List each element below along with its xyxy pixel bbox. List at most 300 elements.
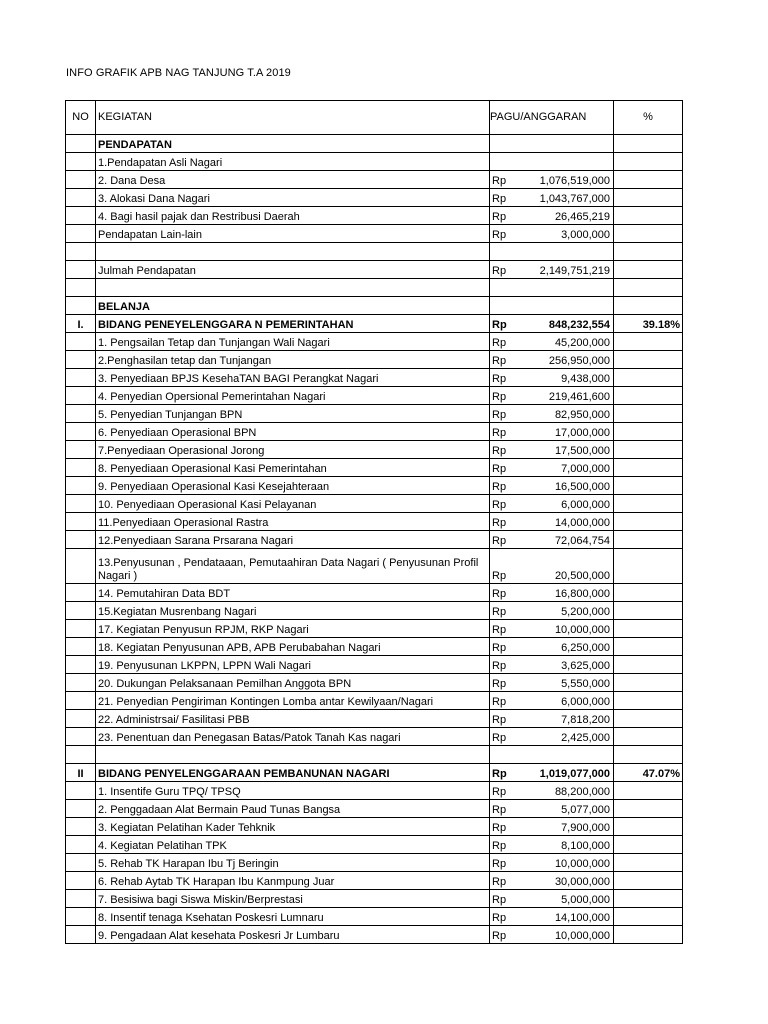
budget-amount: 17,500,000 — [554, 445, 610, 457]
budget-cell — [490, 908, 614, 926]
currency-label: Rp — [492, 660, 507, 672]
activity-label: 23. Penentuan dan Penegasan Batas/Patok Tanah Kas nagari — [96, 728, 490, 746]
activity-label: Pendapatan Lain-lain — [96, 225, 490, 243]
budget-cell — [490, 692, 614, 710]
budget-amount: 10,000,000 — [554, 930, 610, 942]
percentage — [614, 423, 683, 441]
percentage — [614, 135, 683, 153]
activity-label: 6. Rehab Aytab TK Harapan Ibu Kanmpung Juar — [96, 872, 490, 890]
percentage — [614, 225, 683, 243]
table-row — [66, 656, 683, 674]
budget-cell — [490, 405, 614, 423]
currency-label: Rp — [492, 337, 507, 349]
table-row — [66, 908, 683, 926]
table-row — [66, 620, 683, 638]
row-number — [66, 531, 96, 549]
budget-cell — [490, 459, 614, 477]
row-number — [66, 549, 96, 584]
row-number — [66, 692, 96, 710]
row-number — [66, 746, 96, 764]
table-row — [66, 549, 683, 584]
budget-cell — [490, 441, 614, 459]
currency-label: Rp — [492, 175, 507, 187]
budget-cell — [490, 243, 614, 261]
table-row — [66, 746, 683, 764]
percentage — [614, 620, 683, 638]
budget-cell — [490, 171, 614, 189]
budget-cell — [490, 854, 614, 872]
percentage — [614, 243, 683, 261]
table-row — [66, 243, 683, 261]
activity-label: Julmah Pendapatan — [96, 261, 490, 279]
activity-label: 7. Besisiwa bagi Siswa Miskin/Berprestasi — [96, 890, 490, 908]
budget-cell — [490, 531, 614, 549]
row-number — [66, 674, 96, 692]
percentage — [614, 477, 683, 495]
budget-cell — [490, 297, 614, 315]
budget-cell — [490, 423, 614, 441]
percentage — [614, 351, 683, 369]
percentage — [614, 602, 683, 620]
currency-label: Rp — [492, 211, 507, 223]
percentage — [614, 800, 683, 818]
budget-amount: 1,076,519,000 — [539, 175, 610, 187]
row-number — [66, 908, 96, 926]
budget-amount: 14,100,000 — [554, 912, 610, 924]
budget-cell — [490, 674, 614, 692]
activity-label: 4. Bagi hasil pajak dan Restribusi Daerah — [96, 207, 490, 225]
activity-label: 3. Alokasi Dana Nagari — [96, 189, 490, 207]
currency-label: Rp — [492, 463, 507, 475]
row-number — [66, 441, 96, 459]
table-row — [66, 854, 683, 872]
table-row — [66, 513, 683, 531]
currency-label: Rp — [492, 930, 507, 942]
percentage — [614, 153, 683, 171]
row-number: II — [66, 764, 96, 782]
activity-label: 21. Penyedian Pengiriman Kontingen Lomba antar Kewilyaan/Nagari — [96, 692, 490, 710]
currency-label: Rp — [492, 858, 507, 870]
row-number — [66, 890, 96, 908]
row-number — [66, 189, 96, 207]
budget-amount: 5,550,000 — [561, 678, 610, 690]
budget-amount: 3,625,000 — [561, 660, 610, 672]
budget-cell — [490, 387, 614, 405]
table-row — [66, 495, 683, 513]
row-number — [66, 638, 96, 656]
percentage — [614, 728, 683, 746]
row-number — [66, 459, 96, 477]
activity-label: 1.Pendapatan Asli Nagari — [96, 153, 490, 171]
budget-amount: 17,000,000 — [554, 427, 610, 439]
budget-amount: 10,000,000 — [554, 858, 610, 870]
budget-cell — [490, 225, 614, 243]
percentage — [614, 782, 683, 800]
table-row — [66, 225, 683, 243]
activity-label: 12.Penyediaan Sarana Prsarana Nagari — [96, 531, 490, 549]
budget-cell — [490, 656, 614, 674]
row-number — [66, 279, 96, 297]
percentage — [614, 818, 683, 836]
section-row — [66, 764, 683, 782]
budget-cell — [490, 279, 614, 297]
activity-label — [96, 279, 490, 297]
budget-amount: 45,200,000 — [554, 337, 610, 349]
currency-label: Rp — [492, 517, 507, 529]
currency-label: Rp — [492, 678, 507, 690]
activity-label — [96, 746, 490, 764]
percentage — [614, 189, 683, 207]
row-number — [66, 728, 96, 746]
currency-label: Rp — [492, 427, 507, 439]
currency-label: Rp — [492, 499, 507, 511]
currency-label: Rp — [492, 193, 507, 205]
percentage — [614, 926, 683, 944]
currency-label: Rp — [492, 355, 507, 367]
table-row — [66, 638, 683, 656]
budget-cell — [490, 513, 614, 531]
row-number — [66, 602, 96, 620]
budget-amount: 82,950,000 — [554, 409, 610, 421]
row-number — [66, 333, 96, 351]
activity-label: 15.Kegiatan Musrenbang Nagari — [96, 602, 490, 620]
budget-cell — [490, 638, 614, 656]
budget-amount: 1,043,767,000 — [539, 193, 610, 205]
budget-cell — [490, 818, 614, 836]
activity-label: 1. Insentife Guru TPQ/ TPSQ — [96, 782, 490, 800]
table-row — [66, 405, 683, 423]
table-row — [66, 926, 683, 944]
budget-cell — [490, 333, 614, 351]
budget-cell — [490, 549, 614, 584]
budget-amount: 5,000,000 — [561, 894, 610, 906]
percentage — [614, 405, 683, 423]
table-row — [66, 333, 683, 351]
currency-label: Rp — [492, 786, 507, 798]
currency-label: Rp — [492, 265, 507, 277]
percentage — [614, 890, 683, 908]
table-row — [66, 836, 683, 854]
header-row — [66, 101, 683, 135]
row-number — [66, 225, 96, 243]
budget-amount: 1,019,077,000 — [539, 768, 610, 780]
row-number — [66, 243, 96, 261]
budget-cell — [490, 369, 614, 387]
budget-amount: 26,465,219 — [554, 211, 610, 223]
header-pagu: PAGU/ANGGARAN — [490, 101, 614, 135]
budget-cell — [490, 764, 614, 782]
percentage — [614, 908, 683, 926]
currency-label: Rp — [492, 894, 507, 906]
row-number — [66, 405, 96, 423]
percentage — [614, 495, 683, 513]
percentage — [614, 710, 683, 728]
currency-label: Rp — [492, 229, 507, 241]
row-number: I. — [66, 315, 96, 333]
currency-label: Rp — [492, 445, 507, 457]
budget-amount: 2,149,751,219 — [539, 265, 610, 277]
activity-label: 3. Kegiatan Pelatihan Kader Tehknik — [96, 818, 490, 836]
percentage — [614, 549, 683, 584]
currency-label: Rp — [492, 804, 507, 816]
budget-amount: 6,000,000 — [561, 499, 610, 511]
activity-label: 5. Penyedian Tunjangan BPN — [96, 405, 490, 423]
table-row — [66, 153, 683, 171]
budget-cell — [490, 261, 614, 279]
activity-label: 4. Kegiatan Pelatihan TPK — [96, 836, 490, 854]
header-kegiatan: KEGIATAN — [96, 101, 490, 135]
section-row — [66, 135, 683, 153]
percentage — [614, 297, 683, 315]
percentage — [614, 746, 683, 764]
currency-label: Rp — [492, 624, 507, 636]
row-number — [66, 800, 96, 818]
header-percent: % — [614, 101, 683, 135]
percentage: 47.07% — [614, 764, 683, 782]
budget-cell — [490, 315, 614, 333]
table-row — [66, 369, 683, 387]
percentage — [614, 207, 683, 225]
percentage — [614, 441, 683, 459]
budget-amount: 9,438,000 — [561, 373, 610, 385]
budget-amount: 16,800,000 — [554, 588, 610, 600]
budget-cell — [490, 189, 614, 207]
budget-cell — [490, 890, 614, 908]
currency-label: Rp — [492, 588, 507, 600]
activity-label — [96, 243, 490, 261]
currency-label: Rp — [492, 822, 507, 834]
row-number — [66, 207, 96, 225]
budget-cell — [490, 782, 614, 800]
budget-amount: 256,950,000 — [548, 355, 610, 367]
table-row — [66, 387, 683, 405]
budget-amount: 7,000,000 — [561, 463, 610, 475]
budget-amount: 219,461,600 — [548, 391, 610, 403]
budget-amount: 72,064,754 — [554, 535, 610, 547]
activity-label: 5. Rehab TK Harapan Ibu Tj Beringin — [96, 854, 490, 872]
percentage — [614, 459, 683, 477]
row-number — [66, 135, 96, 153]
budget-amount: 8,100,000 — [561, 840, 610, 852]
row-number — [66, 477, 96, 495]
budget-cell — [490, 153, 614, 171]
percentage — [614, 692, 683, 710]
activity-label: BIDANG PENEYELENGGARA N PEMERINTAHAN — [96, 315, 490, 333]
budget-cell — [490, 728, 614, 746]
budget-cell — [490, 602, 614, 620]
table-row — [66, 710, 683, 728]
currency-label: Rp — [492, 606, 507, 618]
currency-label: Rp — [492, 732, 507, 744]
header-no: NO — [66, 101, 96, 135]
budget-amount: 5,077,000 — [561, 804, 610, 816]
percentage — [614, 513, 683, 531]
row-number — [66, 297, 96, 315]
activity-label: 9. Penyediaan Operasional Kasi Kesejahteraan — [96, 477, 490, 495]
table-row — [66, 279, 683, 297]
row-number — [66, 620, 96, 638]
currency-label: Rp — [492, 912, 507, 924]
percentage — [614, 638, 683, 656]
percentage — [614, 584, 683, 602]
activity-label: 22. Administrsai/ Fasilitasi PBB — [96, 710, 490, 728]
budget-amount: 88,200,000 — [554, 786, 610, 798]
budget-amount: 848,232,554 — [548, 319, 610, 331]
activity-label: BELANJA — [96, 297, 490, 315]
percentage — [614, 333, 683, 351]
budget-cell — [490, 746, 614, 764]
currency-label: Rp — [492, 570, 507, 582]
row-number — [66, 387, 96, 405]
table-row — [66, 782, 683, 800]
row-number — [66, 926, 96, 944]
budget-amount: 3,000,000 — [561, 229, 610, 241]
table-row — [66, 800, 683, 818]
budget-cell — [490, 477, 614, 495]
activity-label: 11.Penyediaan Operasional Rastra — [96, 513, 490, 531]
activity-label: 13.Penyusunan , Pendataaan, Pemutaahiran Data Nagari ( Penyusunan Profil Nagari ) — [96, 549, 490, 584]
row-number — [66, 584, 96, 602]
row-number — [66, 854, 96, 872]
table-row — [66, 261, 683, 279]
table-row — [66, 423, 683, 441]
budget-amount: 7,900,000 — [561, 822, 610, 834]
activity-label: 3. Penyediaan BPJS KesehaTAN BAGI Perangkat Nagari — [96, 369, 490, 387]
row-number — [66, 656, 96, 674]
activity-label: 8. Insentif tenaga Ksehatan Poskesri Lumnaru — [96, 908, 490, 926]
activity-label: 8. Penyediaan Operasional Kasi Pemerintahan — [96, 459, 490, 477]
currency-label: Rp — [492, 391, 507, 403]
row-number — [66, 171, 96, 189]
table-row — [66, 351, 683, 369]
activity-label: 9. Pengadaan Alat kesehata Poskesri Jr Lumbaru — [96, 926, 490, 944]
percentage — [614, 674, 683, 692]
currency-label: Rp — [492, 840, 507, 852]
budget-amount: 5,200,000 — [561, 606, 610, 618]
activity-label: 10. Penyediaan Operasional Kasi Pelayanan — [96, 495, 490, 513]
row-number — [66, 710, 96, 728]
budget-cell — [490, 872, 614, 890]
budget-cell — [490, 495, 614, 513]
table-row — [66, 890, 683, 908]
table-row — [66, 584, 683, 602]
currency-label: Rp — [492, 876, 507, 888]
table-row — [66, 189, 683, 207]
percentage — [614, 279, 683, 297]
table-row — [66, 602, 683, 620]
row-number — [66, 495, 96, 513]
percentage — [614, 387, 683, 405]
budget-cell — [490, 351, 614, 369]
currency-label: Rp — [492, 768, 507, 780]
table-row — [66, 674, 683, 692]
budget-amount: 14,000,000 — [554, 517, 610, 529]
percentage — [614, 261, 683, 279]
budget-amount: 6,000,000 — [561, 696, 610, 708]
table-row — [66, 207, 683, 225]
currency-label: Rp — [492, 409, 507, 421]
activity-label: 1. Pengsailan Tetap dan Tunjangan Wali Nagari — [96, 333, 490, 351]
row-number — [66, 782, 96, 800]
row-number — [66, 351, 96, 369]
table-row — [66, 692, 683, 710]
activity-label: BIDANG PENYELENGGARAAN PEMBANUNAN NAGARI — [96, 764, 490, 782]
section-row — [66, 297, 683, 315]
budget-amount: 10,000,000 — [554, 624, 610, 636]
activity-label: 19. Penyusunan LKPPN, LPPN Wali Nagari — [96, 656, 490, 674]
percentage — [614, 171, 683, 189]
activity-label: 4. Penyedian Opersional Pemerintahan Nagari — [96, 387, 490, 405]
table-row — [66, 872, 683, 890]
table-row — [66, 477, 683, 495]
budget-cell — [490, 710, 614, 728]
percentage — [614, 854, 683, 872]
budget-cell — [490, 620, 614, 638]
percentage: 39.18% — [614, 315, 683, 333]
budget-cell — [490, 135, 614, 153]
currency-label: Rp — [492, 714, 507, 726]
budget-cell — [490, 926, 614, 944]
budget-table — [65, 100, 683, 944]
row-number — [66, 369, 96, 387]
currency-label: Rp — [492, 319, 507, 331]
currency-label: Rp — [492, 481, 507, 493]
page-title: INFO GRAFIK APB NAG TANJUNG T.A 2019 — [66, 67, 291, 79]
percentage — [614, 656, 683, 674]
activity-label: 20. Dukungan Pelaksanaan Pemilhan Anggota BPN — [96, 674, 490, 692]
budget-amount: 2,425,000 — [561, 732, 610, 744]
row-number — [66, 836, 96, 854]
activity-label: 18. Kegiatan Penyusunan APB, APB Perubabahan Nagari — [96, 638, 490, 656]
budget-amount: 7,818,200 — [561, 714, 610, 726]
row-number — [66, 261, 96, 279]
budget-amount: 30,000,000 — [554, 876, 610, 888]
row-number — [66, 513, 96, 531]
section-row — [66, 315, 683, 333]
budget-cell — [490, 207, 614, 225]
currency-label: Rp — [492, 642, 507, 654]
percentage — [614, 836, 683, 854]
activity-label: 14. Pemutahiran Data BDT — [96, 584, 490, 602]
table-row — [66, 171, 683, 189]
budget-cell — [490, 584, 614, 602]
activity-label: 2. Penggadaan Alat Bermain Paud Tunas Bangsa — [96, 800, 490, 818]
currency-label: Rp — [492, 373, 507, 385]
currency-label: Rp — [492, 535, 507, 547]
activity-label: 17. Kegiatan Penyusun RPJM, RKP Nagari — [96, 620, 490, 638]
percentage — [614, 369, 683, 387]
budget-amount: 16,500,000 — [554, 481, 610, 493]
row-number — [66, 818, 96, 836]
table-row — [66, 818, 683, 836]
table-row — [66, 441, 683, 459]
percentage — [614, 531, 683, 549]
activity-label: 2. Dana Desa — [96, 171, 490, 189]
activity-label: 6. Penyediaan Operasional BPN — [96, 423, 490, 441]
budget-amount: 6,250,000 — [561, 642, 610, 654]
table-row — [66, 728, 683, 746]
budget-cell — [490, 836, 614, 854]
row-number — [66, 153, 96, 171]
activity-label: 7.Penyediaan Operasional Jorong — [96, 441, 490, 459]
table-row — [66, 531, 683, 549]
budget-amount: 20,500,000 — [554, 570, 610, 582]
row-number — [66, 872, 96, 890]
table-row — [66, 459, 683, 477]
activity-label: 2.Penghasilan tetap dan Tunjangan — [96, 351, 490, 369]
budget-cell — [490, 800, 614, 818]
activity-label: PENDAPATAN — [96, 135, 490, 153]
